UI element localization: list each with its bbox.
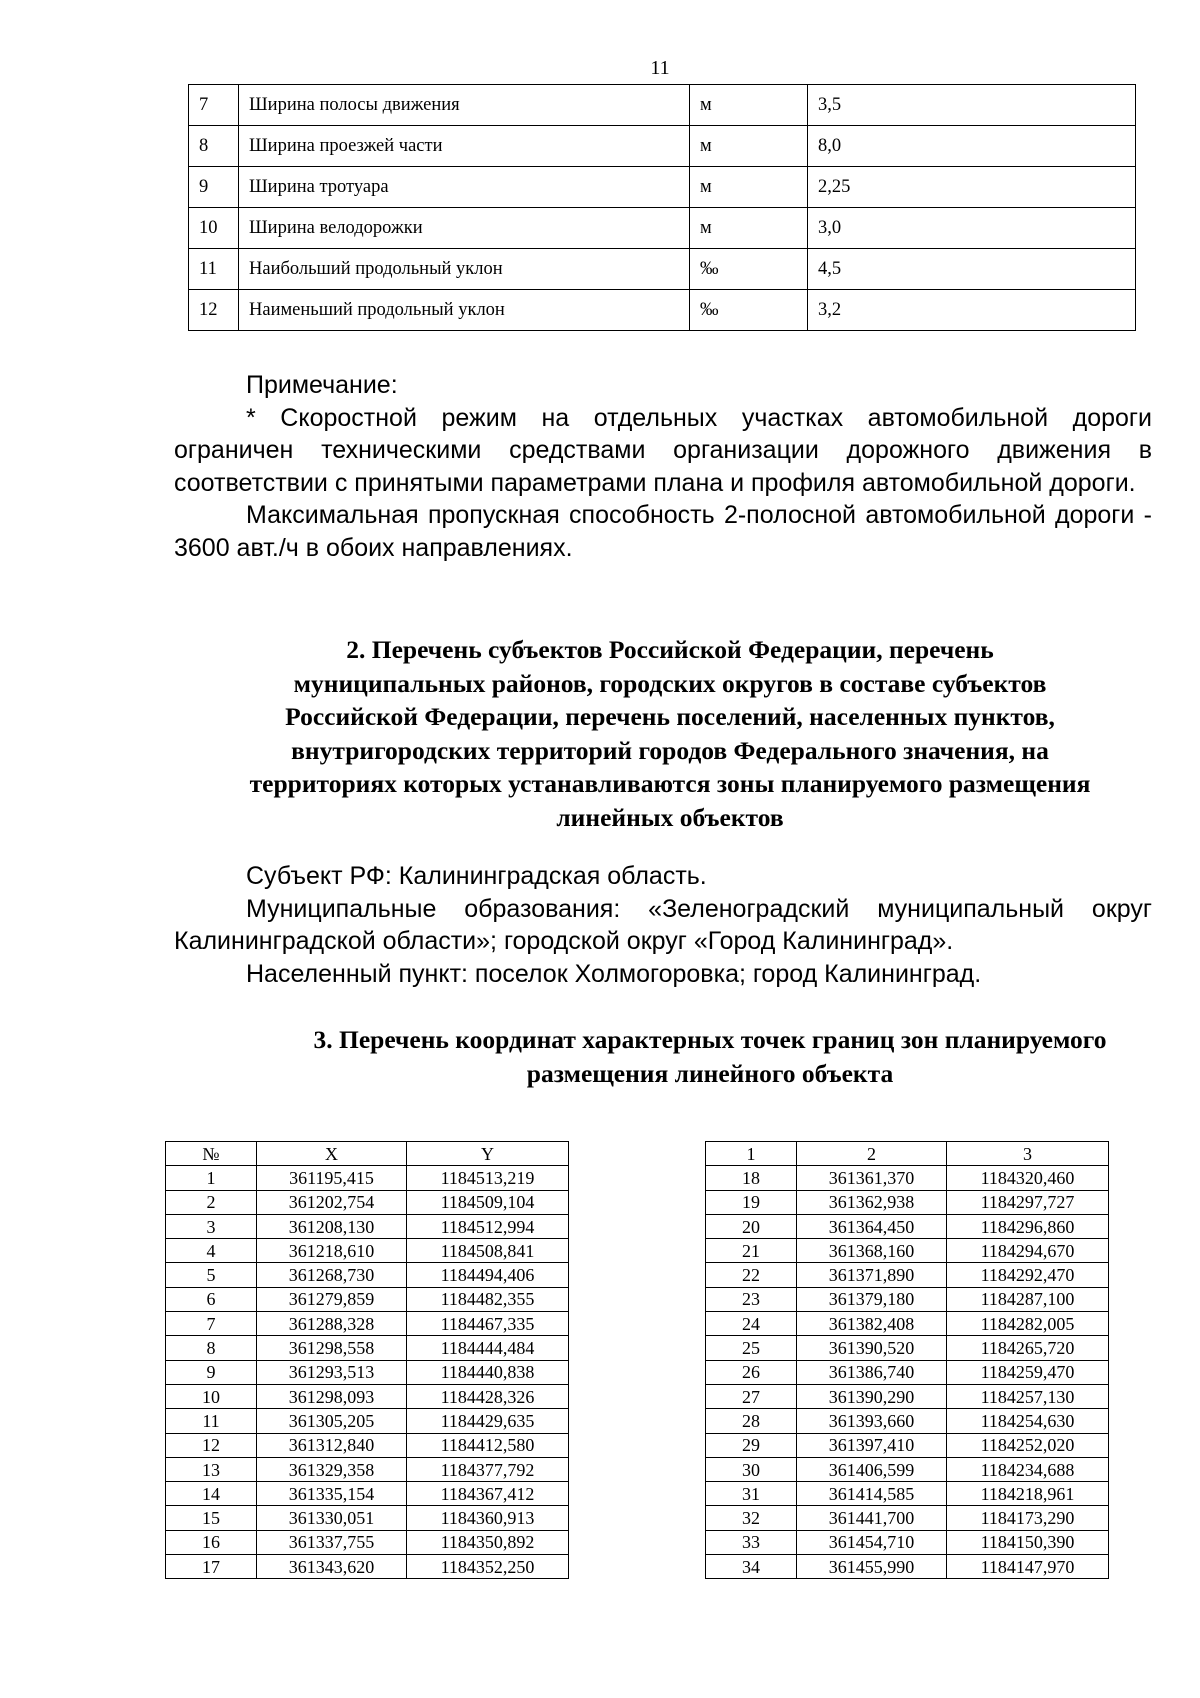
param-unit-cell: м [690,85,808,126]
x-coordinate-cell: 361329,358 [257,1457,407,1481]
point-number-cell: 10 [166,1384,257,1408]
param-name-cell: Ширина тротуара [239,167,690,208]
x-coordinate-cell: 361343,620 [257,1555,407,1579]
point-number-cell: 27 [706,1384,797,1408]
param-value-cell: 2,25 [808,167,1136,208]
x-coordinate-cell: 361288,328 [257,1312,407,1336]
table-row [189,290,1136,331]
x-coordinate-cell: 361364,450 [797,1214,947,1238]
point-number-cell: 17 [166,1555,257,1579]
table-row [706,1409,1109,1433]
point-number-cell: 32 [706,1506,797,1530]
table-row [706,1530,1109,1554]
y-coordinate-cell: 1184350,892 [407,1530,569,1554]
param-unit-cell: м [690,208,808,249]
y-coordinate-cell: 1184265,720 [947,1336,1109,1360]
x-coordinate-cell: 361390,290 [797,1384,947,1408]
y-coordinate-cell: 1184508,841 [407,1239,569,1263]
table-row [706,1287,1109,1311]
y-coordinate-cell: 1184494,406 [407,1263,569,1287]
table-row [706,1482,1109,1506]
y-coordinate-cell: 1184429,635 [407,1409,569,1433]
y-coordinate-cell: 1184297,727 [947,1190,1109,1214]
point-number-cell: 8 [166,1336,257,1360]
section-2-title-line: муниципальных районов, городских округов в составе субъектов [293,668,1047,698]
table-row [166,1263,569,1287]
y-coordinate-cell: 1184377,792 [407,1457,569,1481]
x-coordinate-cell: 361361,370 [797,1166,947,1190]
x-coordinate-cell: 361195,415 [257,1166,407,1190]
speed-note: * Скоростной режим на отдельных участках автомобильной дороги ограничен техническими средствами организации дорожного движения в соответствии с принятыми параметрами плана и профиля автомобильной дороги. [174,403,1152,497]
point-number-cell: 5 [166,1263,257,1287]
x-coordinate-cell: 361441,700 [797,1506,947,1530]
point-number-cell: 3 [166,1214,257,1238]
column-header: № [166,1142,257,1166]
point-number-cell: 12 [166,1433,257,1457]
y-coordinate-cell: 1184367,412 [407,1482,569,1506]
point-number-cell: 26 [706,1360,797,1384]
y-coordinate-cell: 1184512,994 [407,1214,569,1238]
y-coordinate-cell: 1184294,670 [947,1239,1109,1263]
y-coordinate-cell: 1184287,100 [947,1287,1109,1311]
x-coordinate-cell: 361455,990 [797,1555,947,1579]
x-coordinate-cell: 361279,859 [257,1287,407,1311]
x-coordinate-cell: 361298,093 [257,1384,407,1408]
y-coordinate-cell: 1184218,961 [947,1482,1109,1506]
param-unit-cell: ‰ [690,290,808,331]
table-row [706,1190,1109,1214]
point-number-cell: 28 [706,1409,797,1433]
table-row [189,126,1136,167]
point-number-cell: 11 [166,1409,257,1433]
table-header-row [166,1142,569,1166]
table-row [706,1433,1109,1457]
section-2-title-line: линейных объектов [556,802,784,832]
column-header: X [257,1142,407,1166]
x-coordinate-cell: 361335,154 [257,1482,407,1506]
param-value-cell: 8,0 [808,126,1136,167]
y-coordinate-cell: 1184292,470 [947,1263,1109,1287]
table-row [706,1166,1109,1190]
subject-line: Субъект РФ: Калининградская область. [246,862,707,890]
section-2-title-line: 2. Перечень субъектов Российской Федерации, перечень [346,635,994,664]
point-number-cell: 33 [706,1530,797,1554]
point-number-cell: 7 [166,1312,257,1336]
y-coordinate-cell: 1184440,838 [407,1360,569,1384]
y-coordinate-cell: 1184360,913 [407,1506,569,1530]
table-row [166,1433,569,1457]
param-name-cell: Ширина проезжей части [239,126,690,167]
section-3-title-line: 3. Перечень координат характерных точек границ зон планируемого [313,1025,1107,1054]
param-value-cell: 4,5 [808,249,1136,290]
municipal-line: Муниципальные образования: «Зеленоградский муниципальный округ Калининградской области»; городской округ «Город Калининград». [174,894,1152,955]
param-number-cell: 9 [189,167,239,208]
table-row [166,1506,569,1530]
y-coordinate-cell: 1184352,250 [407,1555,569,1579]
point-number-cell: 23 [706,1287,797,1311]
y-coordinate-cell: 1184467,335 [407,1312,569,1336]
table-row [166,1166,569,1190]
point-number-cell: 21 [706,1239,797,1263]
column-header: 3 [947,1142,1109,1166]
section-3-title-line: размещения линейного объекта [526,1058,894,1088]
parameters-table [188,84,1136,331]
point-number-cell: 30 [706,1457,797,1481]
param-number-cell: 10 [189,208,239,249]
point-number-cell: 6 [166,1287,257,1311]
y-coordinate-cell: 1184320,460 [947,1166,1109,1190]
table-row [706,1239,1109,1263]
x-coordinate-cell: 361312,840 [257,1433,407,1457]
table-row [706,1384,1109,1408]
x-coordinate-cell: 361218,610 [257,1239,407,1263]
x-coordinate-cell: 361379,180 [797,1287,947,1311]
y-coordinate-cell: 1184234,688 [947,1457,1109,1481]
y-coordinate-cell: 1184444,484 [407,1336,569,1360]
table-row [189,208,1136,249]
x-coordinate-cell: 361298,558 [257,1336,407,1360]
x-coordinate-cell: 361414,585 [797,1482,947,1506]
y-coordinate-cell: 1184252,020 [947,1433,1109,1457]
table-row [166,1190,569,1214]
table-row [706,1360,1109,1384]
point-number-cell: 19 [706,1190,797,1214]
y-coordinate-cell: 1184150,390 [947,1530,1109,1554]
param-name-cell: Ширина полосы движения [239,85,690,126]
x-coordinate-cell: 361293,513 [257,1360,407,1384]
param-unit-cell: м [690,167,808,208]
section-2-title-line: Российской Федерации, перечень поселений, населенных пунктов, [285,702,1055,731]
section-3-title [220,1023,1200,1090]
point-number-cell: 2 [166,1190,257,1214]
table-row [706,1457,1109,1481]
param-number-cell: 12 [189,290,239,331]
coordinates-table-left [165,1141,569,1579]
notes-block [174,369,1152,564]
table-row [166,1384,569,1408]
coordinates-table-right [705,1141,1109,1579]
x-coordinate-cell: 361386,740 [797,1360,947,1384]
x-coordinate-cell: 361393,660 [797,1409,947,1433]
point-number-cell: 15 [166,1506,257,1530]
table-row [166,1312,569,1336]
column-header: 2 [797,1142,947,1166]
column-header: Y [407,1142,569,1166]
point-number-cell: 20 [706,1214,797,1238]
table-row [706,1214,1109,1238]
table-row [189,249,1136,290]
section-2-title-line: внутригородских территорий городов Федерального значения, на [291,735,1049,765]
point-number-cell: 31 [706,1482,797,1506]
point-number-cell: 22 [706,1263,797,1287]
x-coordinate-cell: 361305,205 [257,1409,407,1433]
point-number-cell: 29 [706,1433,797,1457]
x-coordinate-cell: 361208,130 [257,1214,407,1238]
table-row [706,1263,1109,1287]
table-row [166,1360,569,1384]
x-coordinate-cell: 361268,730 [257,1263,407,1287]
capacity-note: Максимальная пропускная способность 2-полосной автомобильной дороги - 3600 авт./ч в обоих направлениях. [174,501,1152,562]
table-row [166,1530,569,1554]
param-number-cell: 8 [189,126,239,167]
y-coordinate-cell: 1184173,290 [947,1506,1109,1530]
param-name-cell: Ширина велодорожки [239,208,690,249]
section-2-title [180,633,1160,834]
y-coordinate-cell: 1184428,326 [407,1384,569,1408]
y-coordinate-cell: 1184482,355 [407,1287,569,1311]
table-row [166,1457,569,1481]
x-coordinate-cell: 361382,408 [797,1312,947,1336]
param-name-cell: Наименьший продольный уклон [239,290,690,331]
point-number-cell: 16 [166,1530,257,1554]
x-coordinate-cell: 361406,599 [797,1457,947,1481]
table-row [166,1287,569,1311]
x-coordinate-cell: 361330,051 [257,1506,407,1530]
table-header-row [706,1142,1109,1166]
table-row [706,1312,1109,1336]
y-coordinate-cell: 1184509,104 [407,1190,569,1214]
param-number-cell: 11 [189,249,239,290]
param-value-cell: 3,5 [808,85,1136,126]
x-coordinate-cell: 361397,410 [797,1433,947,1457]
x-coordinate-cell: 361337,755 [257,1530,407,1554]
y-coordinate-cell: 1184513,219 [407,1166,569,1190]
table-row [166,1409,569,1433]
x-coordinate-cell: 361368,160 [797,1239,947,1263]
param-value-cell: 3,2 [808,290,1136,331]
y-coordinate-cell: 1184259,470 [947,1360,1109,1384]
param-unit-cell: ‰ [690,249,808,290]
table-row [189,167,1136,208]
table-row [166,1239,569,1263]
table-row [189,85,1136,126]
x-coordinate-cell: 361202,754 [257,1190,407,1214]
subjects-block [174,860,1152,990]
table-row [706,1555,1109,1579]
point-number-cell: 34 [706,1555,797,1579]
point-number-cell: 18 [706,1166,797,1190]
point-number-cell: 9 [166,1360,257,1384]
y-coordinate-cell: 1184254,630 [947,1409,1109,1433]
param-number-cell: 7 [189,85,239,126]
page-number: 11 [650,57,670,79]
point-number-cell: 14 [166,1482,257,1506]
x-coordinate-cell: 361390,520 [797,1336,947,1360]
table-row [706,1506,1109,1530]
y-coordinate-cell: 1184412,580 [407,1433,569,1457]
y-coordinate-cell: 1184147,970 [947,1555,1109,1579]
param-unit-cell: м [690,126,808,167]
table-row [706,1336,1109,1360]
x-coordinate-cell: 361362,938 [797,1190,947,1214]
x-coordinate-cell: 361371,890 [797,1263,947,1287]
point-number-cell: 13 [166,1457,257,1481]
point-number-cell: 4 [166,1239,257,1263]
point-number-cell: 24 [706,1312,797,1336]
x-coordinate-cell: 361454,710 [797,1530,947,1554]
y-coordinate-cell: 1184296,860 [947,1214,1109,1238]
point-number-cell: 1 [166,1166,257,1190]
note-label: Примечание: [246,371,398,399]
param-name-cell: Наибольший продольный уклон [239,249,690,290]
y-coordinate-cell: 1184257,130 [947,1384,1109,1408]
table-row [166,1555,569,1579]
table-row [166,1214,569,1238]
point-number-cell: 25 [706,1336,797,1360]
settlement-line: Населенный пункт: поселок Холмогоровка; город Калининград. [246,959,982,988]
table-row [166,1482,569,1506]
y-coordinate-cell: 1184282,005 [947,1312,1109,1336]
param-value-cell: 3,0 [808,208,1136,249]
table-row [166,1336,569,1360]
section-2-title-line: территориях которых устанавливаются зоны планируемого размещения [249,769,1091,798]
column-header: 1 [706,1142,797,1166]
